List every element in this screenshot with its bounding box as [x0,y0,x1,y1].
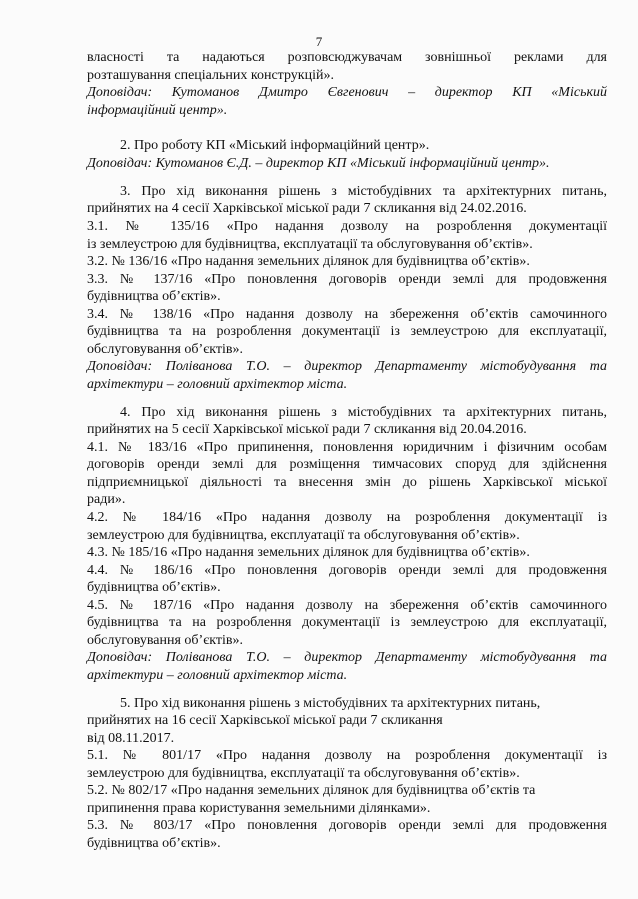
text-line: 5.3. № 803/17 «Про поновлення договорів оренди землі для продовження [87,818,607,833]
text-line: будівництва та на розроблення документації із землеустрою для експлуатації, [87,324,607,339]
page-number: 7 [315,34,323,49]
text-line: 4.1. № 183/16 «Про припинення, поновлення юридичним і фізичним особам [87,440,607,455]
text-line: 5.1. № 801/17 «Про надання дозволу на розроблення документації із [87,748,607,763]
text-line: прийнятих на 5 сесії Харківської міської ради 7 скликання від 20.04.2016. [87,422,527,437]
text-line: ради». [87,492,126,507]
text-line: 3.4. № 138/16 «Про надання дозволу на збереження об’єктів самочинного [87,307,607,322]
speaker-line: Доповідач: Полiванова Т.О. – директор Департаменту містобудування та [87,650,607,665]
speaker-line: Доповідач: Кутоманов Дмитро Євгенович – директор КП «Міський [87,85,607,100]
text-line: розташування спеціальних конструкцій». [87,68,334,83]
text-line: припинення права користування земельними ділянками». [87,801,431,816]
text-line: 4.2. № 184/16 «Про надання дозволу на розроблення документації із [87,510,607,525]
text-line: землеустрою для будівництва, експлуатації та обслуговування об’єктів». [87,766,520,781]
text-line: 3. Про хід виконання рішень з містобудівних та архітектурних питань, [120,184,607,199]
text-line: обслуговування об’єктів». [87,342,243,357]
text-line: прийнятих на 16 сесії Харківської міської ради 7 скликання [87,713,443,728]
text-line: будівництва об’єктів». [87,580,221,595]
text-line: прийнятих на 4 сесії Харківської міської ради 7 скликання від 24.02.2016. [87,201,527,216]
text-line: обслуговування об’єктів». [87,633,243,648]
text-line: будівництва та на розроблення документації із землеустрою для експлуатації, [87,615,607,630]
text-line: договорів оренди землі для розміщення тимчасових споруд для здійснення [87,457,607,472]
text-line: власності та надаються розповсюджувачам зовнішньої реклами для [87,50,607,65]
text-line: землеустрою для будівництва, експлуатації та обслуговування об’єктів». [87,528,520,543]
text-line: 2. Про роботу КП «Міський інформаційний центр». [120,138,430,153]
speaker-line: архітектури – головний архітектор міста. [87,668,348,683]
text-line: 3.1. № 135/16 «Про надання дозволу на розроблення документації [87,219,607,234]
text-line: 5. Про хід виконання рішень з містобудівних та архітектурних питань, [120,696,541,711]
text-line: підприємницької діяльності та внесення змін до рішень Харківської міської [87,475,607,490]
text-line: 4.5. № 187/16 «Про надання дозволу на збереження об’єктів самочинного [87,598,607,613]
text-line: 4.3. № 185/16 «Про надання земельних ділянок для будівництва об’єктів». [87,545,530,560]
text-line: будівництва об’єктів». [87,289,221,304]
text-line: із землеустрою для будівництва, експлуатації та обслуговування об’єктів». [87,237,533,252]
text-line: 4. Про хід виконання рішень з містобудівних та архітектурних питань, [120,405,607,420]
speaker-line: інформаційний центр». [87,103,228,118]
text-line: 3.2. № 136/16 «Про надання земельних ділянок для будівництва об’єктів». [87,254,530,269]
text-line: 4.4. № 186/16 «Про поновлення договорів оренди землі для продовження [87,563,607,578]
text-line: 5.2. № 802/17 «Про надання земельних ділянок для будівництва об’єктів та [87,783,536,798]
speaker-line: Доповідач: Полiванова Т.О. – директор Департаменту містобудування та [87,359,607,374]
text-line: будівництва об’єктів». [87,836,221,851]
speaker-line: Доповідач: Кутоманов Є.Д. – директор КП «Міський інформаційний центр». [87,156,550,171]
text-line: 3.3. № 137/16 «Про поновлення договорів оренди землі для продовження [87,272,607,287]
text-line: від 08.11.2017. [87,731,175,746]
speaker-line: архітектури – головний архітектор міста. [87,377,348,392]
